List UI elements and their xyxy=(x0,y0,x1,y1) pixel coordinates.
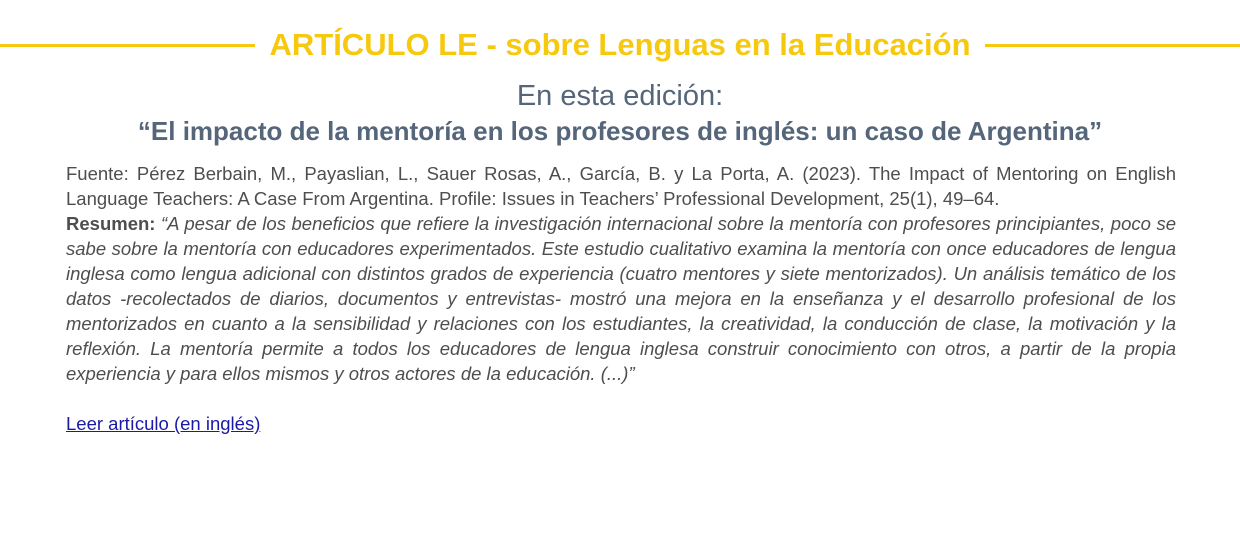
section-header xyxy=(0,22,1240,68)
header-line-right xyxy=(985,44,1240,47)
article-source: Fuente: Pérez Berbain, M., Payaslian, L., Sauer Rosas, A., García, B. y La Porta, A. (2023). The Impact of Mentoring on English Language Teachers: A Case From Argentina. Profile: Issues in Teachers’ Professional Development, 25(1), 49–64. xyxy=(66,163,1176,209)
article-title: “El impacto de la mentoría en los profesores de inglés: un caso de Argentina” xyxy=(137,116,1103,146)
summary-text: “A pesar de los beneficios que refiere la investigación internacional sobre la mentoría con profesores principiantes, poco se sabe sobre la mentoría con educadores experimentados. Este estudio cualitativo examina la mentoría con once educadores de lengua inglesa como lengua adicional con distintos grados de experiencia (cuatro mentores y siete mentorizados). Un análisis temático de los datos -recolectados de diarios, documentos y entrevistas- mostró una mejora en la enseñanza y el desarrollo profesional de los mentorizados en cuanto a la sensibilidad y relaciones con los estudiantes, la creatividad, la conducción de clase, la motivación y la reflexión. La mentoría permite a todos los educadores de lengua inglesa construir conocimiento con otros, a partir de la propia experiencia y para ellos mismos y otros actores de la educación. (...)” xyxy=(66,213,1176,384)
summary-label: Resumen: xyxy=(66,213,156,234)
header-line-left xyxy=(0,44,255,47)
article-content xyxy=(66,161,1176,436)
read-article-link[interactable]: Leer artículo (en inglés) xyxy=(66,413,261,434)
edition-label: En esta edición: xyxy=(516,80,724,112)
article-summary xyxy=(66,211,1176,386)
section-title: ARTÍCULO LE - sobre Lenguas en la Educación xyxy=(269,27,971,62)
